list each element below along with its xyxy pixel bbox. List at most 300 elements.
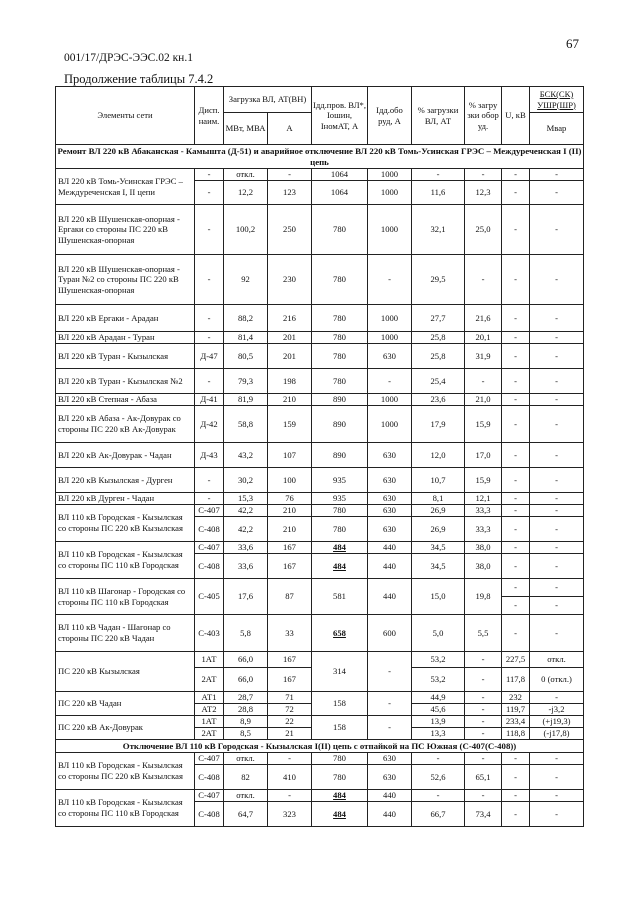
table-cell: 780 [312,369,368,394]
header-pct-load: % загрузки ВЛ, АТ [412,87,465,145]
table-cell: 630 [368,517,412,542]
table-cell: 484 [312,802,368,827]
table-row [56,169,584,181]
table-cell: 780 [312,753,368,765]
table-cell: - [530,332,584,344]
table-cell: 34,5 [412,554,465,579]
table-cell: - [502,468,530,493]
table-cell: 82 [224,765,268,790]
table-cell: 100 [268,468,312,493]
table-cell: -j3,2 [530,704,584,716]
table-cell: - [465,704,502,716]
table-cell: 38,0 [465,554,502,579]
table-cell: 107 [268,443,312,468]
table-cell: - [530,753,584,765]
table-cell: 935 [312,493,368,505]
table-row [56,579,584,597]
table-cell: - [465,652,502,668]
table-cell: 1АТ [195,716,224,728]
table-cell: - [195,169,224,181]
table-cell: - [412,169,465,181]
table-cell: 630 [368,344,412,369]
row-label-cell: ВЛ 220 кВ Абаза - Ак-Довурак со стороны ПС 220 кВ Ак-Довурак [56,406,195,443]
table-row [56,542,584,554]
table-cell: 100,2 [224,205,268,255]
table-cell: - [195,255,224,305]
table-cell: 10,7 [412,468,465,493]
row-label-cell: ВЛ 220 кВ Степная - Абаза [56,394,195,406]
table-row [56,753,584,765]
document-code: 001/17/ДРЭС-ЭЭС.02 кн.1 [64,52,193,64]
table-cell: 232 [502,692,530,704]
table-cell: 935 [312,468,368,493]
table-cell: - [530,517,584,542]
table-cell: - [502,181,530,205]
row-label-cell: ВЛ 220 кВ Туран - Кызылская [56,344,195,369]
table-cell: - [502,765,530,790]
table-cell: 72 [268,704,312,716]
table-row [56,369,584,394]
row-label-cell: ВЛ 220 кВ Туран - Кызылская №2 [56,369,195,394]
table-cell: 26,9 [412,517,465,542]
table-cell: 88,2 [224,305,268,332]
table-cell: С-403 [195,615,224,652]
table-cell: - [530,344,584,369]
table-row [56,344,584,369]
table-cell: 5,0 [412,615,465,652]
table-cell: 440 [368,790,412,802]
table-cell: - [502,753,530,765]
header-mvar: Мвар [530,113,584,145]
table-cell: 87 [268,579,312,615]
table-cell: 34,5 [412,542,465,554]
table-cell: (+j19,3) [530,716,584,728]
table-cell: 66,0 [224,652,268,668]
table-cell: - [465,255,502,305]
table-cell: С-407 [195,505,224,517]
table-cell: 216 [268,305,312,332]
table-cell: 484 [312,554,368,579]
table-cell: 780 [312,332,368,344]
row-label-cell: ВЛ 110 кВ Городская - Кызылская со стороны ПС 220 кВ Кызылская [56,753,195,790]
table-cell: 44,9 [412,692,465,704]
table-cell: 53,2 [412,668,465,692]
table-cell: 33,3 [465,505,502,517]
table-row [56,505,584,517]
table-cell: - [530,692,584,704]
table-cell: - [368,652,412,692]
header-u: U, кВ [502,87,530,145]
header-elements: Элементы сети [56,87,195,145]
table-cell: 630 [368,468,412,493]
table-cell: - [502,443,530,468]
table-cell: 780 [312,344,368,369]
table-cell: - [530,255,584,305]
table-cell: - [502,169,530,181]
row-label-cell: ВЛ 110 кВ Городская - Кызылская со стороны ПС 110 кВ Городская [56,790,195,827]
table-cell: - [502,579,530,597]
table-cell: 25,8 [412,332,465,344]
table-cell: 1064 [312,169,368,181]
table-cell: - [530,305,584,332]
table-row [56,406,584,443]
header-load: Загрузка ВЛ, АТ(ВН) [224,87,312,113]
table-cell: 2АТ [195,728,224,740]
table-cell: С-407 [195,753,224,765]
table-cell: - [530,205,584,255]
section-1-title: Ремонт ВЛ 220 кВ Абаканская - Камышта (Д-51) и аварийное отключение ВЛ 220 кВ Томь-Усинская ГРЭС – Междуреченская I (II) цепь [56,145,584,169]
table-cell: - [530,597,584,615]
table-cell: - [368,255,412,305]
table-cell: 159 [268,406,312,443]
table-cell: 33,6 [224,554,268,579]
table-cell: 73,4 [465,802,502,827]
table-row [56,255,584,305]
table-cell: 38,0 [465,542,502,554]
table-cell: 167 [268,668,312,692]
table-continuation-title: Продолжение таблицы 7.4.2 [64,72,214,86]
table-cell: 314 [312,652,368,692]
table-cell: 158 [312,692,368,716]
header-iperm: Iдд.пров. ВЛ*, Iошин, IномАТ, А [312,87,368,145]
table-cell: 210 [268,505,312,517]
table-cell: 890 [312,406,368,443]
table-cell: 630 [368,765,412,790]
table-cell: 2АТ [195,668,224,692]
table-cell: 76 [268,493,312,505]
table-cell: - [530,554,584,579]
table-cell: 43,2 [224,443,268,468]
table-cell: 20,1 [465,332,502,344]
table-row [56,468,584,493]
table-cell: откл. [224,790,268,802]
row-label-cell: ВЛ 110 кВ Шагонар - Городская со стороны ПС 110 кВ Городская [56,579,195,615]
header-mw: МВт, МВА [224,113,268,145]
table-cell: - [465,169,502,181]
table-cell: - [502,406,530,443]
table-cell: 19,8 [465,579,502,615]
table-cell: 1000 [368,169,412,181]
table-cell: 8,1 [412,493,465,505]
table-cell: - [502,505,530,517]
table-cell: 1000 [368,332,412,344]
table-cell: - [465,753,502,765]
table-cell: 21,0 [465,394,502,406]
table-cell: - [530,181,584,205]
table-cell: - [502,554,530,579]
table-cell: - [412,790,465,802]
table-cell: - [268,790,312,802]
table-cell: 1000 [368,181,412,205]
table-cell: 8,5 [224,728,268,740]
table-cell: 66,0 [224,668,268,692]
table-cell: 119,7 [502,704,530,716]
table-cell: 79,3 [224,369,268,394]
table-cell: 1000 [368,305,412,332]
table-cell: 1064 [312,181,368,205]
table-row [56,790,584,802]
row-label-cell: ВЛ 220 кВ Шушенская-опорная - Туран №2 со стороны ПС 220 кВ Шушенская-опорная [56,255,195,305]
table-row [56,493,584,505]
table-cell: - [368,692,412,716]
table-cell: - [502,542,530,554]
row-label-cell: ВЛ 220 кВ Томь-Усинская ГРЭС – Междуреченская I, II цепи [56,169,195,205]
table-cell: 22 [268,716,312,728]
table-cell: 440 [368,542,412,554]
row-label-cell: ВЛ 110 кВ Городская - Кызылская со стороны ПС 220 кВ Кызылская [56,505,195,542]
row-label-cell: ВЛ 220 кВ Ергаки - Арадан [56,305,195,332]
table-cell: 52,6 [412,765,465,790]
table-cell: 780 [312,255,368,305]
table-row [56,332,584,344]
table-cell: 630 [368,753,412,765]
table-cell: 81,9 [224,394,268,406]
header-iequip: Iдд.обо руд, А [368,87,412,145]
table-cell: - [502,615,530,652]
table-cell: - [530,394,584,406]
row-label-cell: ПС 220 кВ Чадан [56,692,195,716]
row-label-cell: ВЛ 220 кВ Шушенская-опорная - Ергаки со стороны ПС 220 кВ Шушенская-опорная [56,205,195,255]
table-cell: 1АТ [195,652,224,668]
table-cell: 80,5 [224,344,268,369]
table-cell: 117,8 [502,668,530,692]
row-label-cell: ПС 220 кВ Кызылская [56,652,195,692]
table-cell: 230 [268,255,312,305]
table-cell: 780 [312,505,368,517]
table-cell: С-408 [195,802,224,827]
table-cell: - [530,579,584,597]
header-disp: Дисп. наим. [195,87,224,145]
table-cell: 13,9 [412,716,465,728]
section-header-row [56,145,584,169]
table-cell: 1000 [368,406,412,443]
table-cell: 17,0 [465,443,502,468]
row-label-cell: ВЛ 220 кВ Дурген - Чадан [56,493,195,505]
table-cell: АТ1 [195,692,224,704]
table-cell: С-408 [195,765,224,790]
table-cell: 250 [268,205,312,255]
table-cell: 198 [268,369,312,394]
table-cell: АТ2 [195,704,224,716]
table-cell: 28,8 [224,704,268,716]
table-cell: 630 [368,443,412,468]
table-cell: - [465,716,502,728]
table-cell: - [368,716,412,740]
table-cell: 780 [312,765,368,790]
table-cell: 45,6 [412,704,465,716]
table-cell: 410 [268,765,312,790]
table-cell: - [530,505,584,517]
table-cell: 15,9 [465,468,502,493]
table-cell: откл. [224,169,268,181]
table-cell: - [368,369,412,394]
table-cell: 25,4 [412,369,465,394]
table-cell: - [530,369,584,394]
table-cell: 58,8 [224,406,268,443]
table-cell: 780 [312,305,368,332]
table-cell: - [412,753,465,765]
header-a: А [268,113,312,145]
table-cell: откл. [224,753,268,765]
table-cell: 25,0 [465,205,502,255]
table-cell: 890 [312,443,368,468]
table-cell: 5,8 [224,615,268,652]
table-cell: 630 [368,493,412,505]
table-cell: - [465,790,502,802]
table-cell: (-j17,8) [530,728,584,740]
table-row [56,615,584,652]
table-cell: С-408 [195,517,224,542]
table-cell: 92 [224,255,268,305]
table-cell: - [530,802,584,827]
table-cell: Д-41 [195,394,224,406]
table-cell: 630 [368,505,412,517]
table-cell: - [502,790,530,802]
table-cell: 66,7 [412,802,465,827]
table-cell: 658 [312,615,368,652]
table-cell: 23,6 [412,394,465,406]
table-cell: 33 [268,615,312,652]
table-cell: 21 [268,728,312,740]
table-cell: - [195,369,224,394]
table-cell: - [502,332,530,344]
table-cell: 581 [312,579,368,615]
table-cell: 30,2 [224,468,268,493]
table-cell: - [530,493,584,505]
table-cell: 233,4 [502,716,530,728]
table-cell: - [502,597,530,615]
table-cell: 21,6 [465,305,502,332]
table-cell: 1000 [368,394,412,406]
table-cell: 780 [312,205,368,255]
table-cell: 13,3 [412,728,465,740]
table-cell: 167 [268,542,312,554]
table-cell: 42,2 [224,505,268,517]
table-cell: - [502,802,530,827]
table-cell: 81,4 [224,332,268,344]
table-cell: 323 [268,802,312,827]
table-cell: - [465,668,502,692]
table-cell: 890 [312,394,368,406]
table-cell: - [502,205,530,255]
table-cell: 440 [368,802,412,827]
table-cell: 15,0 [412,579,465,615]
page-number: 67 [566,36,579,51]
table-cell: С-408 [195,554,224,579]
table-cell: 26,9 [412,505,465,517]
table-cell: 15,9 [465,406,502,443]
table-cell: - [502,305,530,332]
table-cell: 27,7 [412,305,465,332]
table-cell: 15,3 [224,493,268,505]
row-label-cell: ВЛ 110 кВ Городская - Кызылская со стороны ПС 110 кВ Городская [56,542,195,579]
table-cell: 201 [268,332,312,344]
table-row [56,394,584,406]
row-label-cell: ПС 220 кВ Ак-Довурак [56,716,195,740]
table-cell: - [502,369,530,394]
table-cell: 167 [268,652,312,668]
table-cell: 118,8 [502,728,530,740]
table-cell: 484 [312,542,368,554]
table-row [56,305,584,332]
table-row [56,692,584,704]
table-cell: 33,6 [224,542,268,554]
table-cell: 210 [268,517,312,542]
table-cell: 12,1 [465,493,502,505]
table-cell: Д-47 [195,344,224,369]
table-cell: 12,2 [224,181,268,205]
table-cell: Д-43 [195,443,224,468]
table-cell: - [195,493,224,505]
table-header-row [56,87,584,113]
table-cell: - [195,181,224,205]
table-cell: 484 [312,790,368,802]
section-2-title: Отключение ВЛ 110 кВ Городская - Кызылская I(II) цепь с отпайкой на ПС Южная (С-407(С-408)) [56,740,584,753]
table-cell: 780 [312,517,368,542]
table-cell: 12,0 [412,443,465,468]
table-cell: 65,1 [465,765,502,790]
table-cell: 8,9 [224,716,268,728]
header-pct-equip: % загру зки обор уд. [465,87,502,145]
table-cell: 210 [268,394,312,406]
table-cell: 12,3 [465,181,502,205]
row-label-cell: ВЛ 220 кВ Арадан - Туран [56,332,195,344]
table-cell: - [502,255,530,305]
table-cell: 123 [268,181,312,205]
table-cell: С-407 [195,542,224,554]
table-cell: 227,5 [502,652,530,668]
table-cell: - [502,493,530,505]
table-cell: - [530,615,584,652]
table-cell: - [195,205,224,255]
table-cell: - [530,468,584,493]
section-header-row [56,740,584,753]
table-cell: 53,2 [412,652,465,668]
table-cell: 33,3 [465,517,502,542]
table-cell: - [530,406,584,443]
table-cell: - [268,753,312,765]
table-cell: - [502,517,530,542]
header-bsk: БСК(СК) УШР(ШР) [530,87,584,113]
table-cell: 71 [268,692,312,704]
table-cell: 32,1 [412,205,465,255]
table-cell: - [195,332,224,344]
table-cell: 42,2 [224,517,268,542]
row-label-cell: ВЛ 110 кВ Чадан - Шагонар со стороны ПС 220 кВ Чадан [56,615,195,652]
table-cell: 17,9 [412,406,465,443]
table-cell: 31,9 [465,344,502,369]
table-cell: 440 [368,554,412,579]
table-cell: - [502,344,530,369]
table-cell: откл. [530,652,584,668]
table-cell: С-407 [195,790,224,802]
table-cell: 17,6 [224,579,268,615]
table-cell: 64,7 [224,802,268,827]
table-cell: 29,5 [412,255,465,305]
table-cell: - [195,468,224,493]
table-cell: - [530,790,584,802]
table-cell: 158 [312,716,368,740]
table-cell: Д-42 [195,406,224,443]
table-cell: - [465,692,502,704]
table-cell: 28,7 [224,692,268,704]
table-cell: 600 [368,615,412,652]
table-cell: С-405 [195,579,224,615]
table-row [56,443,584,468]
table-cell: 1000 [368,205,412,255]
row-label-cell: ВЛ 220 кВ Ак-Довурак - Чадан [56,443,195,468]
table-cell: - [530,443,584,468]
